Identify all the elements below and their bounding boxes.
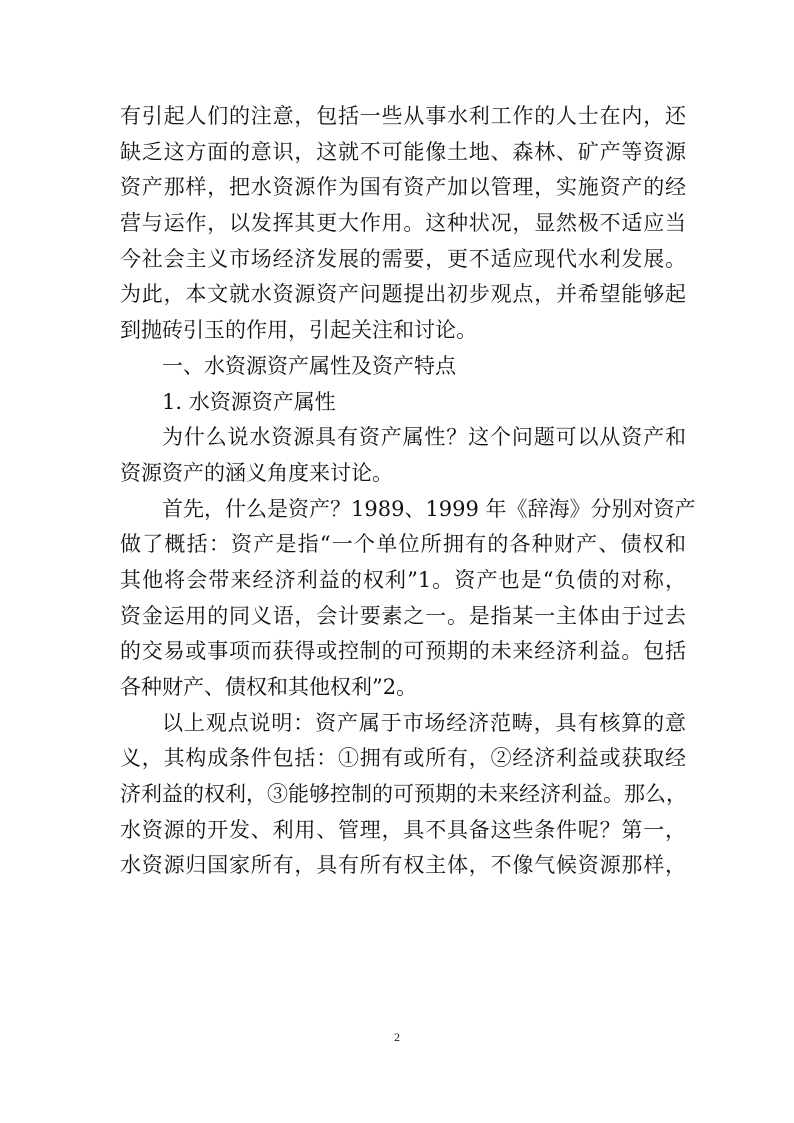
- body-text: [120, 99, 696, 884]
- text-line: 以上观点说明：资产属于市场经济范畴，具有核算的意: [162, 710, 686, 735]
- text-line: 做了概括：资产是指“一个单位所拥有的各种财产、债权和: [120, 532, 686, 557]
- page-number: 2: [394, 1030, 400, 1044]
- text-line: 首先，什么是资产？1989、1999 年《辞海》分别对资产: [162, 496, 696, 521]
- text-line: 为此，本文就水资源资产问题提出初步观点，并希望能够起: [120, 282, 686, 307]
- text-line: 缺乏这方面的意识，这就不可能像土地、森林、矿产等资源: [120, 139, 686, 164]
- text-line: 营与运作，以发挥其更大作用。这种状况，显然极不适应当: [120, 211, 686, 236]
- text-line: 义，其构成条件包括：①拥有或所有，②经济利益或获取经: [120, 746, 686, 771]
- text-line: 有引起人们的注意，包括一些从事水利工作的人士在内，还: [120, 104, 686, 128]
- text-line: 各种财产、债权和其他权利”2。: [120, 675, 418, 699]
- text-line: 到抛砖引玉的作用，引起关注和讨论。: [120, 318, 477, 343]
- text-line: 为什么说水资源具有资产属性？这个问题可以从资产和: [162, 425, 686, 450]
- text-line: 水资源的开发、利用、管理，具不具备这些条件呢？第一，: [120, 817, 686, 842]
- text-line: 水资源归国家所有，具有所有权主体，不像气候资源那样，: [120, 853, 686, 878]
- text-line: 济利益的权利，③能够控制的可预期的未来经济利益。那么，: [120, 782, 687, 807]
- text-line: 今社会主义市场经济发展的需要，更不适应现代水利发展。: [120, 246, 686, 271]
- text-line: 资金运用的同义语，会计要素之一。是指某一主体由于过去: [120, 603, 686, 628]
- text-line: 其他将会带来经济利益的权利”1。资产也是“负债的对称，: [120, 567, 686, 592]
- text-line: 资产那样，把水资源作为国有资产加以管理，实施资产的经: [120, 175, 686, 200]
- text-line: 的交易或事项而获得或控制的可预期的未来经济利益。包括: [120, 639, 686, 664]
- text-line: 资源资产的涵义角度来讨论。: [120, 460, 393, 485]
- subsection-heading: 1. 水资源资产属性: [162, 389, 336, 414]
- section-heading: 一、水资源资产属性及资产特点: [162, 353, 456, 378]
